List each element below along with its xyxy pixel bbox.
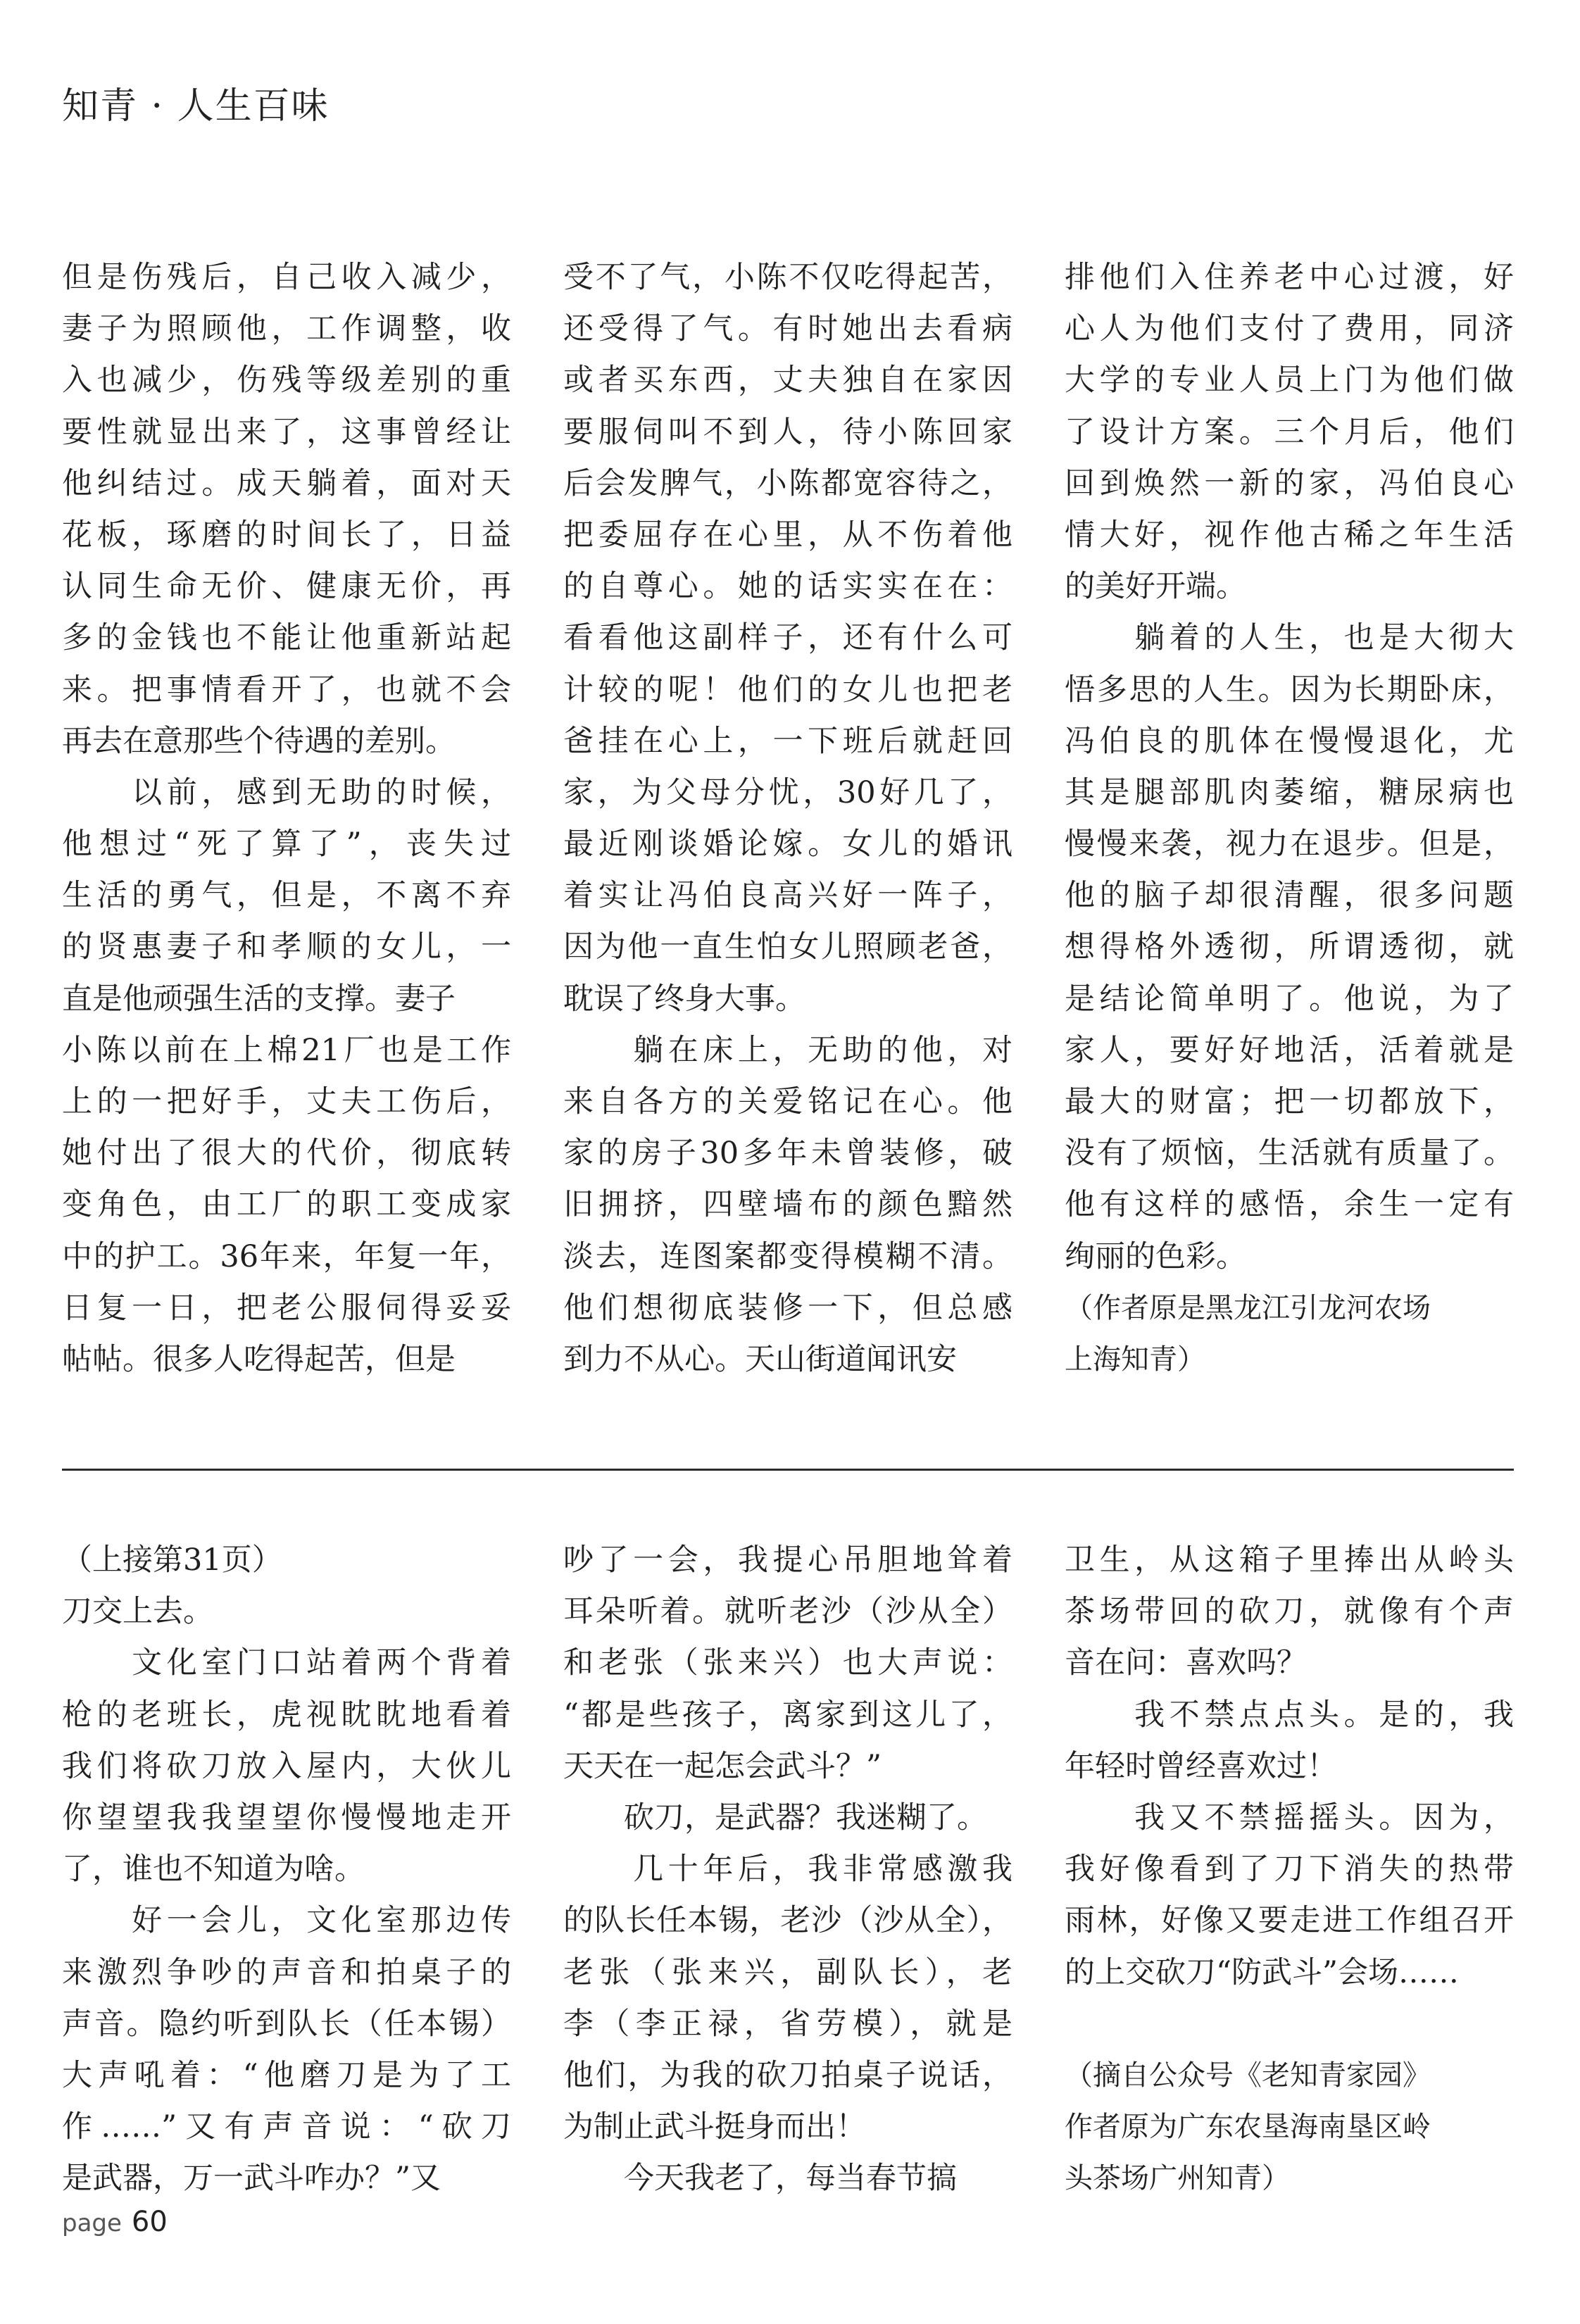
text-line: 妻子为照顾他，工作调整，收 — [62, 311, 511, 347]
text-line: 爸挂在心上，一下班后就赶回 — [563, 723, 1012, 759]
text-line: 帖帖。很多人吃得起苦，但是 — [62, 1341, 456, 1377]
text-line — [1065, 1999, 1514, 2050]
text-line: 你望望我我望望你慢慢地走开 — [62, 1799, 511, 1835]
text-line: 年轻时曾经喜欢过！ — [1065, 1748, 1337, 1784]
text-line: 大声吼着：“他磨刀是为了工 — [62, 2057, 511, 2093]
page-footer — [62, 2206, 168, 2238]
text-line: 回到焕然一新的家，冯伯良心 — [1065, 465, 1514, 501]
text-line: 冯伯良的肌体在慢慢退化，尤 — [1065, 723, 1514, 759]
text-line: 几十年后，我非常感激我 — [563, 1852, 1012, 1888]
text-line: 计较的呢！他们的女儿也把老 — [563, 672, 1012, 708]
text-line: 作者原为广东农垦海南垦区岭 — [1065, 2111, 1431, 2144]
text-line: 上海知青） — [1065, 1343, 1205, 1376]
article-column-top-1 — [62, 252, 511, 1386]
text-line: 和老张（张来兴）也大声说： — [563, 1645, 1012, 1681]
section-divider — [62, 1469, 1514, 1471]
text-line: 他纠结过。成天躺着，面对天 — [62, 465, 511, 501]
text-line: 为制止武斗挺身而出！ — [563, 2109, 866, 2145]
text-line: 中的护工。36年来，年复一年， — [62, 1238, 511, 1274]
text-line: 茶场带回的砍刀，就像有个声 — [1065, 1594, 1514, 1630]
text-line: 慢慢来袭，视力在退步。但是， — [1065, 827, 1514, 862]
text-line: 看看他这副样子，还有什么可 — [563, 620, 1012, 656]
text-line: 好一会儿，文化室那边传 — [62, 1903, 511, 1939]
text-line: 文化室门口站着两个背着 — [62, 1645, 511, 1681]
text-line: 耳朵听着。就听老沙（沙从全） — [563, 1594, 1012, 1630]
text-line: 着实让冯伯良高兴好一阵子， — [563, 878, 1012, 914]
text-line: 今天我老了，每当春节搞 — [563, 2161, 957, 2197]
text-line: 声音。隐约听到队长（任本锡） — [62, 2006, 511, 2042]
text-line: 了设计方案。三个月后，他们 — [1065, 414, 1514, 450]
text-line: 受不了气，小陈不仅吃得起苦， — [563, 260, 1012, 295]
text-line: 多的金钱也不能让他重新站起 — [62, 620, 511, 656]
text-line: 来。把事情看开了，也就不会 — [62, 672, 511, 708]
text-line: 花板，琢磨的时间长了，日益 — [62, 517, 511, 553]
text-line: 头茶场广州知青） — [1065, 2162, 1290, 2195]
article-column-top-3 — [1065, 252, 1514, 1386]
text-line: 的贤惠妻子和孝顺的女儿，一 — [62, 929, 511, 965]
text-line: 来激烈争吵的声音和拍桌子的 — [62, 1954, 511, 1990]
text-line: 要性就显出来了，这事曾经让 — [62, 414, 511, 450]
text-line: 最大的财富；把一切都放下， — [1065, 1084, 1514, 1119]
page-number: 60 — [131, 2206, 168, 2238]
text-line: 排他们入住养老中心过渡，好 — [1065, 260, 1514, 295]
text-line: 他的脑子却很清醒，很多问题 — [1065, 878, 1514, 914]
text-line: 直是他顽强生活的支撑。妻子 — [62, 981, 456, 1017]
text-line: 雨林，好像又要走进工作组召开 — [1065, 1903, 1514, 1939]
text-line: 躺在床上，无助的他，对 — [563, 1032, 1012, 1068]
text-line: 我又不禁摇摇头。因为， — [1065, 1799, 1514, 1835]
article-column-bottom-3 — [1065, 1535, 1514, 2204]
text-line: 卫生，从这箱子里捧出从岭头 — [1065, 1543, 1514, 1578]
text-line: 了，谁也不知道为啥。 — [62, 1852, 365, 1888]
text-line: 要服伺叫不到人，待小陈回家 — [563, 414, 1012, 450]
text-line: 或者买东西，丈夫独自在家因 — [563, 363, 1012, 398]
text-line: 吵了一会，我提心吊胆地耸着 — [563, 1543, 1012, 1578]
text-line: 我们将砍刀放入屋内，大伙儿 — [62, 1748, 511, 1784]
text-line: 的美好开端。 — [1065, 569, 1246, 605]
text-line: 上的一把好手，丈夫工伤后， — [62, 1084, 511, 1119]
article-column-bottom-1 — [62, 1535, 511, 2204]
text-line: （摘自公众号《老知青家园》 — [1065, 2059, 1431, 2092]
text-line: 他们，为我的砍刀拍桌子说话， — [563, 2057, 1012, 2093]
text-line: 其是腿部肌肉萎缩，糖尿病也 — [1065, 774, 1514, 810]
text-line: 后会发脾气，小陈都宽容待之， — [563, 465, 1012, 501]
text-line: 的队长任本锡，老沙（沙从全）， — [563, 1903, 1012, 1939]
article-column-top-2 — [563, 252, 1012, 1386]
text-line: 认同生命无价、健康无价，再 — [62, 569, 511, 605]
text-line: 大学的专业人员上门为他们做 — [1065, 363, 1514, 398]
text-line: （作者原是黑龙江引龙河农场 — [1065, 1291, 1431, 1324]
text-line: 以前，感到无助的时候， — [62, 774, 511, 810]
text-line: 情大好，视作他古稀之年生活 — [1065, 517, 1514, 553]
text-line: 她付出了很大的代价，彻底转 — [62, 1136, 511, 1172]
text-line: 最近刚谈婚论嫁。女儿的婚讯 — [563, 827, 1012, 862]
text-line: 枪的老班长，虎视眈眈地看着 — [62, 1697, 511, 1733]
text-line: 但是伤残后，自己收入减少， — [62, 260, 511, 295]
text-line: 作……”又有声音说：“砍刀 — [62, 2109, 511, 2145]
text-line: 生活的勇气，但是，不离不弃 — [62, 878, 511, 914]
text-line: 到力不从心。天山街道闻讯安 — [563, 1341, 957, 1377]
text-line: 我好像看到了刀下消失的热带 — [1065, 1852, 1514, 1888]
text-line: 音在问：喜欢吗？ — [1065, 1645, 1307, 1681]
text-line: 淡去，连图案都变得模糊不清。 — [563, 1238, 1012, 1274]
text-line: 还受得了气。有时她出去看病 — [563, 311, 1012, 347]
text-line: 小陈以前在上棉21厂也是工作 — [62, 1032, 511, 1068]
text-line: 我不禁点点头。是的，我 — [1065, 1697, 1514, 1733]
text-line: 耽误了终身大事。 — [563, 981, 805, 1017]
text-line: 家的房子30多年未曾装修，破 — [563, 1136, 1012, 1172]
text-line: 是武器，万一武斗咋办？”又 — [62, 2161, 441, 2197]
text-line: 家人，要好好地活，活着就是 — [1065, 1032, 1514, 1068]
text-line: 砍刀，是武器？我迷糊了。 — [563, 1799, 987, 1835]
text-line: 悟多思的人生。因为长期卧床， — [1065, 672, 1514, 708]
text-line: 旧拥挤，四壁墙布的颜色黯然 — [563, 1187, 1012, 1223]
text-line: 再去在意那些个待遇的差别。 — [62, 723, 456, 759]
text-line: 因为他一直生怕女儿照顾老爸， — [563, 929, 1012, 965]
text-line: 的自尊心。她的话实实在在： — [563, 569, 1012, 605]
text-line: 把委屈存在心里，从不伤着他 — [563, 517, 1012, 553]
text-line: 的上交砍刀“防武斗”会场…… — [1065, 1954, 1459, 1990]
text-line: “都是些孩子，离家到这儿了， — [563, 1697, 1012, 1733]
text-line: 躺着的人生，也是大彻大 — [1065, 620, 1514, 656]
text-line: 天天在一起怎会武斗？” — [563, 1748, 882, 1784]
section-header: 知青 · 人生百味 — [62, 85, 330, 127]
text-line: 没有了烦恼，生活就有质量了。 — [1065, 1136, 1514, 1172]
text-line: 变角色，由工厂的职工变成家 — [62, 1187, 511, 1223]
text-line: 他想过“死了算了”，丧失过 — [62, 827, 511, 862]
text-line: 刀交上去。 — [62, 1594, 213, 1630]
text-line: 心人为他们支付了费用，同济 — [1065, 311, 1514, 347]
text-line: 绚丽的色彩。 — [1065, 1238, 1246, 1274]
text-line: 老张（张来兴，副队长），老 — [563, 1954, 1012, 1990]
text-line: 入也减少，伤残等级差别的重 — [62, 363, 511, 398]
text-line: 他有这样的感悟，余生一定有 — [1065, 1187, 1514, 1223]
page-label: page — [62, 2209, 122, 2237]
text-line: 日复一日，把老公服伺得妥妥 — [62, 1290, 511, 1326]
text-line: 想得格外透彻，所谓透彻，就 — [1065, 929, 1514, 965]
text-line: 来自各方的关爱铭记在心。他 — [563, 1084, 1012, 1119]
article-column-bottom-2 — [563, 1535, 1012, 2204]
text-line: 家，为父母分忧，30好几了， — [563, 774, 1012, 810]
text-line: 他们想彻底装修一下，但总感 — [563, 1290, 1012, 1326]
text-line: 是结论简单明了。他说，为了 — [1065, 981, 1514, 1017]
text-line: （上接第31页） — [62, 1543, 282, 1578]
text-line: 李（李正禄，省劳模），就是 — [563, 2006, 1012, 2042]
